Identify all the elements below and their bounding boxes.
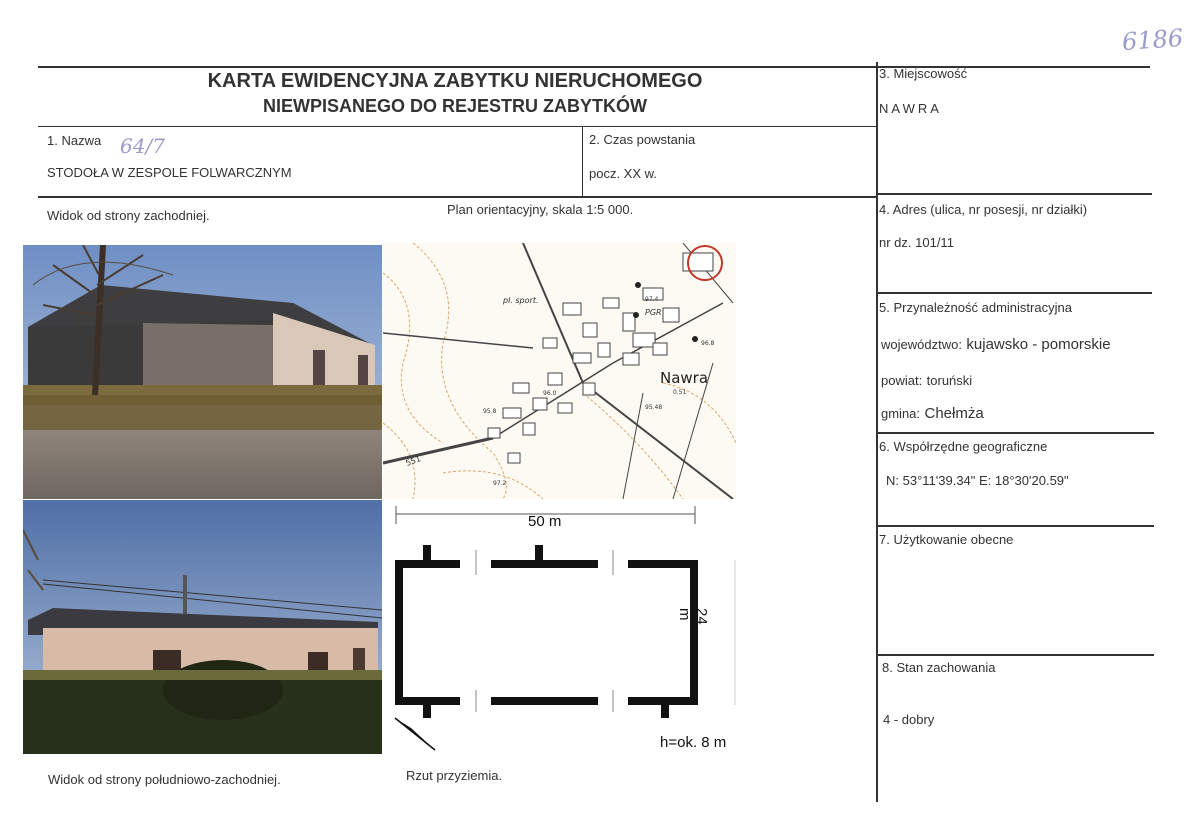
field-5-label: 5. Przynależność administracyjna	[879, 300, 1072, 315]
field-2-label: 2. Czas powstania	[589, 132, 696, 147]
field-8-value: 4 - dobry	[883, 712, 935, 727]
rule-6-7	[876, 525, 1154, 527]
field-6-label: 6. Współrzędne geograficzne	[879, 439, 1048, 454]
floorplan-height-label: h=ok. 8 m	[660, 734, 727, 751]
field-3-label: 3. Miejscowość	[879, 66, 968, 81]
map-label-elev6: 96.0	[543, 390, 557, 397]
floorplan-depth-label: 24 m	[676, 608, 710, 625]
voivodeship-row	[881, 336, 1111, 354]
top-rule	[38, 66, 1150, 68]
photo-barn-southwest	[23, 500, 382, 754]
form-title-line2: NIEWPISANEGO DO REJESTRU ZABYTKÓW	[262, 96, 648, 116]
caption-floorplan: Rzut przyziemia.	[406, 768, 503, 783]
map-label-elev2: 96.8	[701, 340, 715, 347]
commune-label: gmina:	[881, 406, 921, 421]
floorplan-width-label: 50 m	[528, 513, 562, 530]
rule-7-8	[876, 654, 1154, 656]
field-7-label: 7. Użytkowanie obecne	[879, 532, 1014, 547]
caption-map: Plan orientacyjny, skala 1:5 000.	[447, 202, 634, 217]
orientation-map	[383, 243, 736, 499]
caption-photo-southwest: Widok od strony południowo-zachodniej.	[48, 772, 281, 787]
rule-5-6	[876, 432, 1154, 434]
field-4-label: 4. Adres (ulica, nr posesji, nr działki)	[879, 202, 1088, 217]
map-label-pgr: PGR	[645, 308, 662, 317]
rule-4-5	[876, 292, 1152, 294]
map-label-elev1: 97.4	[645, 296, 659, 303]
county-label: powiat:	[881, 373, 923, 388]
map-label-elev7: 97.2	[493, 480, 507, 487]
rule-3-4	[876, 193, 1152, 195]
voivodeship-value: kujawsko - pomorskie	[966, 336, 1111, 353]
field-4-value: nr dz. 101/11	[879, 235, 954, 250]
photo-barn-west	[23, 245, 382, 499]
voivodeship-label: województwo:	[881, 337, 962, 352]
map-label-elev5: 95.8	[483, 408, 497, 415]
field-8-label: 8. Stan zachowania	[882, 660, 996, 675]
archive-number: 6186	[1121, 23, 1184, 57]
header-bottom-rule	[38, 126, 876, 127]
map-label-sport: pl. sport.	[503, 296, 539, 305]
col-divider-name-date	[582, 127, 583, 197]
field-1-label: 1. Nazwa	[47, 133, 102, 148]
commune-value: Chełmża	[924, 405, 984, 422]
map-label-elev4: 95.48	[645, 404, 663, 411]
commune-row	[881, 405, 984, 423]
field-3-value: NAWRA	[879, 101, 942, 116]
floorplan	[383, 500, 741, 755]
field-2-value: pocz. XX w.	[589, 166, 657, 181]
form-title-line1: KARTA EWIDENCYJNA ZABYTKU NIERUCHOMEGO	[207, 70, 703, 92]
field-1-value: STODOŁA W ZESPOLE FOLWARCZNYM	[47, 165, 292, 180]
map-label-road: 551	[404, 454, 423, 468]
field-6-value: N: 53°11'39.34" E: 18°30'20.59"	[886, 473, 1069, 488]
county-value: toruński	[926, 373, 973, 388]
map-label-elev3: 0.51	[673, 389, 687, 396]
name-bottom-rule	[38, 196, 876, 198]
map-place-name: Nawra	[660, 369, 709, 387]
field-1-handnote: 64/7	[120, 134, 165, 158]
county-row	[881, 372, 972, 390]
caption-photo-west: Widok od strony zachodniej.	[47, 208, 210, 223]
